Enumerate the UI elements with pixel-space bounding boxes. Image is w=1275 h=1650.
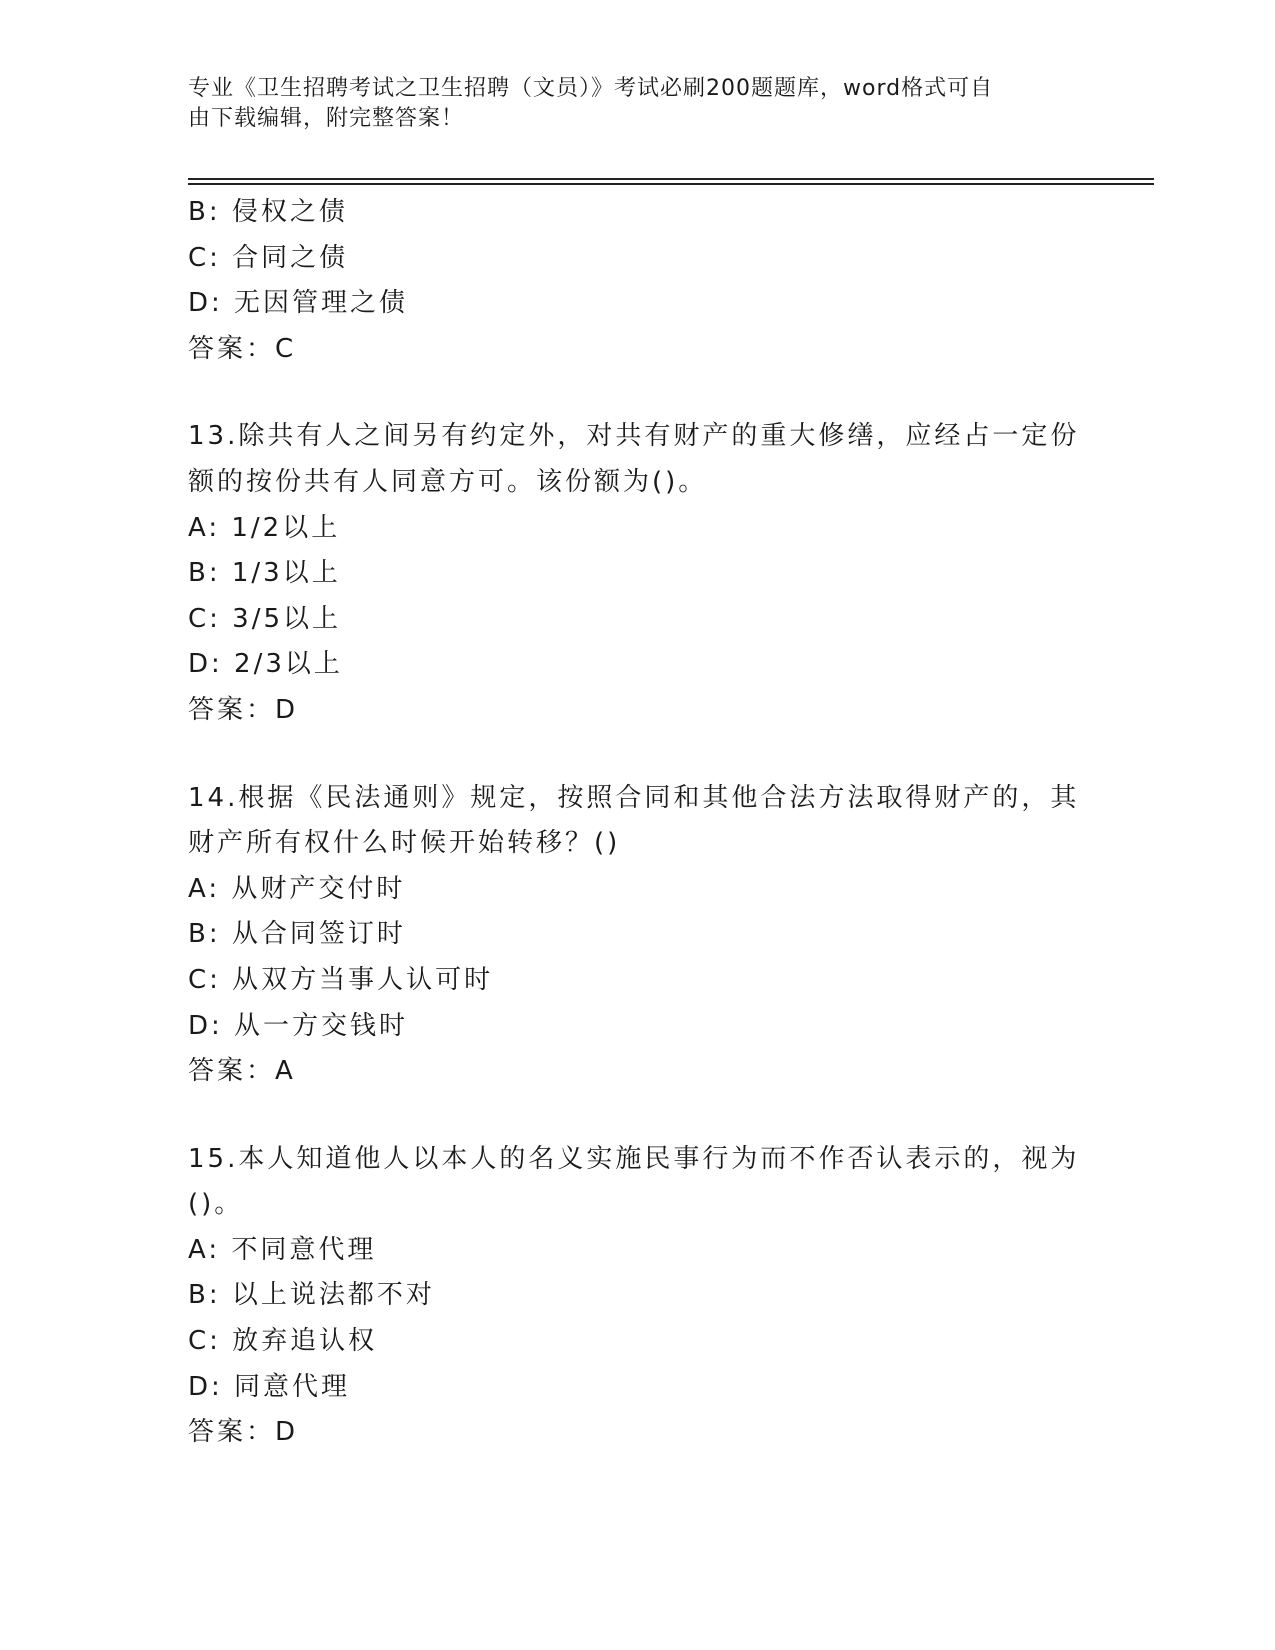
question-text-line: ()。 — [188, 1189, 244, 1220]
option-d: D: 2/3以上 — [188, 649, 343, 680]
option-d: D: 从一方交钱时 — [188, 1010, 409, 1041]
option-c: C: 3/5以上 — [188, 603, 342, 634]
document-header — [188, 74, 1068, 134]
header-rule-bottom — [188, 183, 1154, 185]
question-text-line: 额的按份共有人同意方可。该份额为()。 — [188, 466, 708, 497]
question-15 — [188, 1137, 1088, 1456]
option-c: C: 放弃追认权 — [188, 1326, 378, 1357]
question-text-line: 财产所有权什么时候开始转移？() — [188, 828, 621, 859]
answer-line: 答案：D — [188, 694, 299, 725]
option-d: D: 无因管理之债 — [188, 288, 409, 319]
header-rule-top — [188, 178, 1154, 180]
answer-line: 答案：D — [188, 1417, 299, 1448]
option-b: B: 侵权之债 — [188, 197, 348, 227]
option-a: A: 从财产交付时 — [188, 873, 406, 904]
option-b: B: 1/3以上 — [188, 558, 341, 589]
option-c: C: 合同之债 — [188, 242, 349, 273]
option-b: B: 以上说法都不对 — [188, 1280, 435, 1311]
question-text-line: 14.根据《民法通则》规定，按照合同和其他合法方法取得财产的，其 — [188, 782, 1080, 813]
option-a: A: 1/2以上 — [188, 512, 341, 543]
option-b: B: 从合同签订时 — [188, 919, 406, 950]
header-line-2: 由下载编辑，附完整答案！ — [188, 106, 465, 131]
previous-question-tail — [188, 190, 1088, 372]
option-c: C: 从双方当事人认可时 — [188, 964, 494, 995]
question-text-line: 13.除共有人之间另有约定外，对共有财产的重大修缮，应经占一定份 — [188, 421, 1080, 452]
answer-line: 答案：A — [188, 1056, 296, 1087]
question-13 — [188, 414, 1088, 733]
answer-line: 答案：C — [188, 333, 297, 364]
header-line-1: 专业《卫生招聘考试之卫生招聘（文员）》考试必刷200题题库，word格式可自 — [188, 76, 994, 101]
question-14 — [188, 776, 1088, 1095]
question-text-line: 15.本人知道他人以本人的名义实施民事行为而不作否认表示的，视为 — [188, 1143, 1080, 1174]
question-list — [188, 190, 1088, 1456]
option-a: A: 不同意代理 — [188, 1234, 377, 1265]
option-d: D: 同意代理 — [188, 1371, 351, 1402]
